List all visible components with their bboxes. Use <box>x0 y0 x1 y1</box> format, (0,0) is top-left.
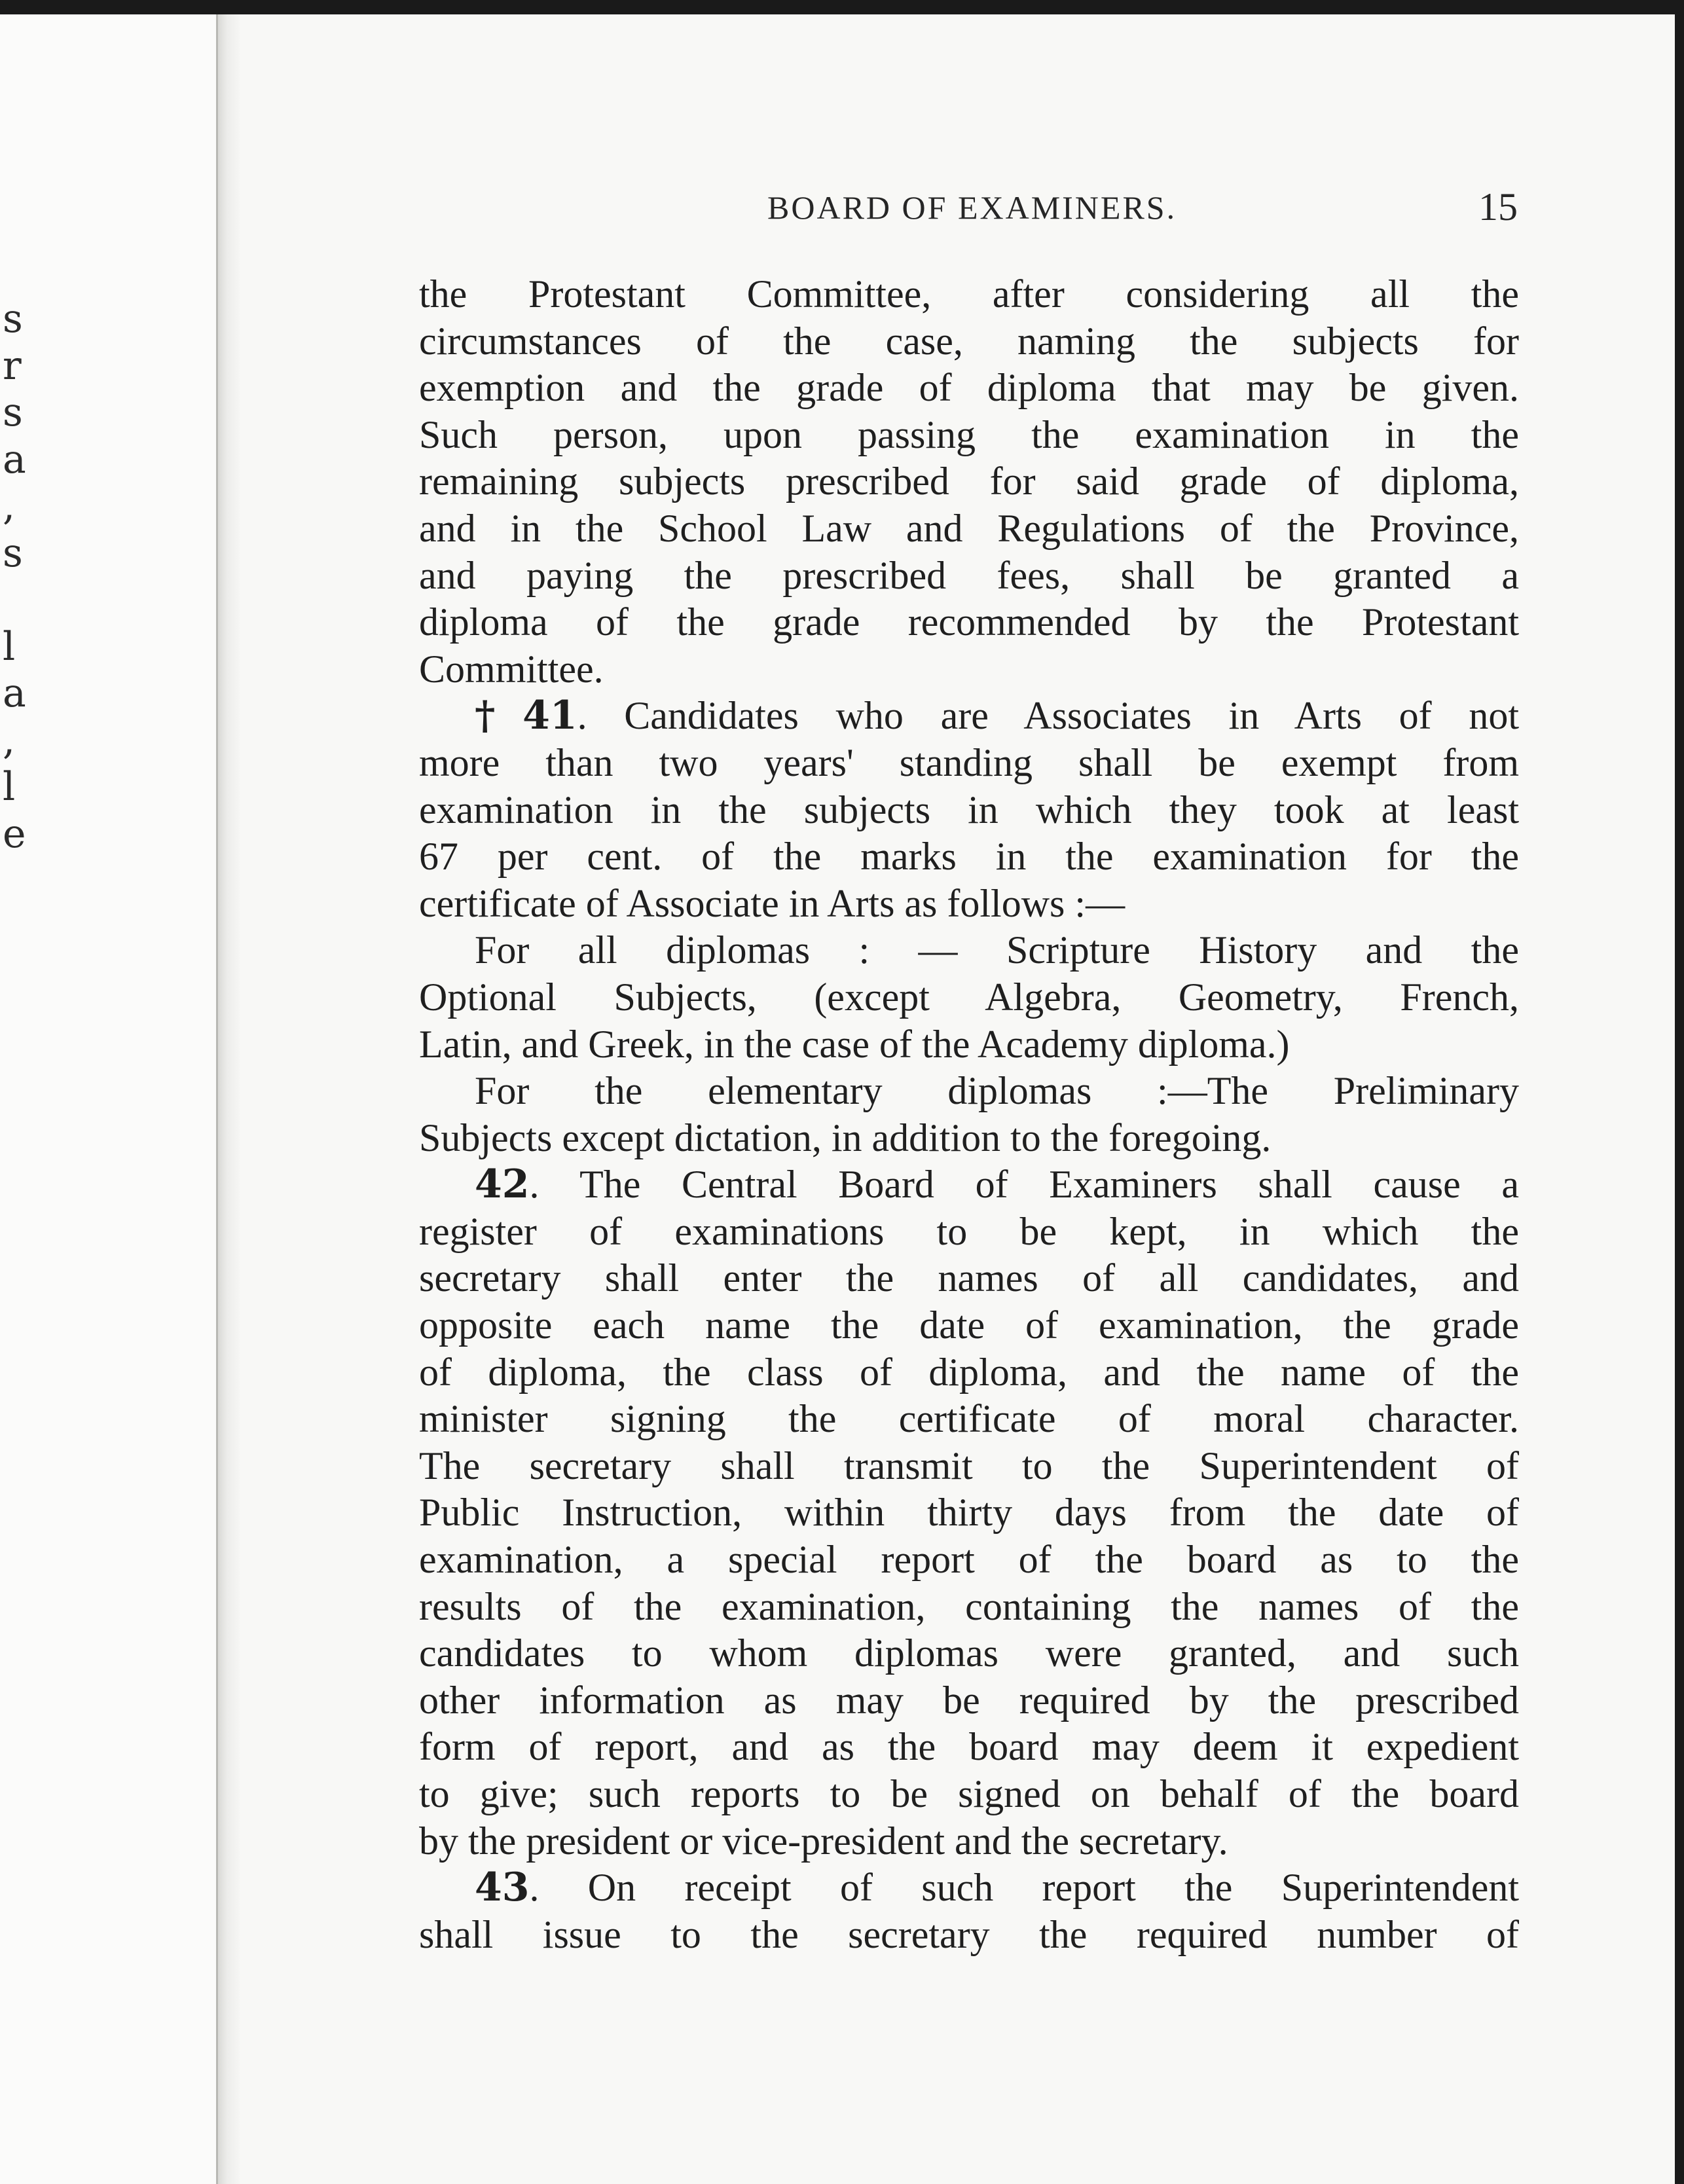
text-line <box>419 833 1519 881</box>
line-text: Committee. <box>419 647 604 691</box>
text-line <box>419 1349 1519 1396</box>
text-line <box>419 271 1519 318</box>
text-line <box>419 1255 1519 1302</box>
line-text: The secretary shall transmit to the Superintendent of <box>419 1444 1519 1487</box>
line-text: other information as may be required by the prescribed <box>419 1678 1519 1722</box>
left-fragment: a <box>3 436 26 482</box>
left-fragment: s <box>3 390 23 435</box>
text-line <box>419 318 1519 365</box>
text-line <box>419 1630 1519 1677</box>
running-head: BOARD OF EXAMINERS. <box>767 189 1177 226</box>
line-text: exemption and the grade of diploma that may be given. <box>419 366 1519 410</box>
left-fragment: a <box>3 670 26 716</box>
line-text: secretary shall enter the names of all candidates, and <box>419 1256 1519 1300</box>
text-line <box>419 599 1519 646</box>
line-text: For the elementary diplomas :—The Preliminary <box>475 1069 1519 1113</box>
line-text: and in the School Law and Regulations of the Province, <box>419 506 1519 550</box>
line-text: Subjects except dictation, in addition to the foregoing. <box>419 1116 1272 1159</box>
line-text: by the president or vice-president and the secretary. <box>419 1819 1228 1863</box>
scan-top-border <box>0 0 1684 14</box>
left-page-edge <box>0 14 219 2184</box>
page-body-text <box>419 271 1519 1958</box>
line-text: Public Instruction, within thirty days from the date of <box>419 1491 1519 1535</box>
text-line <box>419 1584 1519 1631</box>
line-text: diploma of the grade recommended by the Protestant <box>419 600 1519 644</box>
line-text: candidates to whom diplomas were granted, and such <box>419 1631 1519 1675</box>
left-fragment: s <box>3 296 23 342</box>
text-line <box>419 553 1519 600</box>
line-text: . On receipt of such report the Superintendent <box>529 1866 1519 1910</box>
text-line <box>419 1068 1519 1115</box>
text-line <box>419 1115 1519 1162</box>
section-number: 43 <box>475 1865 530 1911</box>
line-text: form of report, and as the board may deem it expedient <box>419 1725 1519 1769</box>
line-text: and paying the prescribed fees, shall be granted a <box>419 553 1519 597</box>
text-line <box>419 1724 1519 1771</box>
left-fragment: r <box>3 342 22 389</box>
text-line <box>419 1302 1519 1349</box>
left-fragment: e <box>3 810 26 857</box>
line-text: circumstances of the case, naming the subjects for <box>419 319 1519 363</box>
text-line <box>419 1677 1519 1724</box>
text-line <box>419 974 1519 1021</box>
text-line <box>419 1443 1519 1490</box>
text-line <box>419 365 1519 412</box>
section-number: 42 <box>475 1161 530 1208</box>
line-text: examination in the subjects in which they took at least <box>419 788 1519 831</box>
line-text: register of examinations to be kept, in which the <box>419 1209 1519 1253</box>
left-fragment: s <box>3 530 23 576</box>
line-text: . Candidates who are Associates in Arts of not <box>577 694 1519 738</box>
text-line <box>419 1396 1519 1443</box>
line-text: Such person, upon passing the examination in the <box>419 412 1519 456</box>
section-first-line <box>419 693 1519 740</box>
left-fragment: l <box>3 764 16 810</box>
left-fragment: , <box>3 717 16 763</box>
line-text: more than two years' standing shall be exempt from <box>419 740 1519 784</box>
line-text: minister signing the certificate of moral character. <box>419 1397 1519 1441</box>
line-text: opposite each name the date of examination, the grade <box>419 1303 1519 1347</box>
book-gutter <box>216 14 242 2184</box>
left-page-text-fragments <box>0 296 39 858</box>
section-number: †41 <box>475 693 577 739</box>
text-line <box>419 458 1519 505</box>
left-fragment <box>0 577 39 624</box>
text-line <box>419 927 1519 974</box>
text-line <box>419 740 1519 787</box>
text-line <box>419 1771 1519 1818</box>
left-fragment: , <box>3 483 16 529</box>
line-text: examination, a special report of the board as to the <box>419 1538 1519 1582</box>
text-line <box>419 505 1519 553</box>
text-line <box>419 1489 1519 1537</box>
text-line <box>419 881 1519 928</box>
text-line <box>419 1209 1519 1256</box>
left-fragment: l <box>3 623 16 670</box>
line-text: to give; such reports to be signed on behalf of the board <box>419 1772 1519 1815</box>
scan-right-border <box>1675 0 1684 2184</box>
text-line <box>419 1537 1519 1584</box>
page-number: 15 <box>1478 185 1518 228</box>
line-text: of diploma, the class of diploma, and the name of the <box>419 1350 1519 1394</box>
line-text: shall issue to the secretary the required number of <box>419 1912 1519 1956</box>
line-text: 67 per cent. of the marks in the examination for the <box>419 835 1519 879</box>
line-text: remaining subjects prescribed for said grade of diploma, <box>419 460 1519 503</box>
line-text: the Protestant Committee, after considering all the <box>419 272 1519 316</box>
text-line <box>419 1818 1519 1865</box>
text-line <box>419 1912 1519 1959</box>
text-line <box>419 787 1519 834</box>
line-text: certificate of Associate in Arts as follows :— <box>419 881 1126 925</box>
section-first-line <box>419 1865 1519 1912</box>
text-line <box>419 646 1519 693</box>
section-first-line <box>419 1161 1519 1209</box>
line-text: Latin, and Greek, in the case of the Academy diploma.) <box>419 1022 1290 1066</box>
text-line <box>419 412 1519 459</box>
line-text: . The Central Board of Examiners shall cause a <box>529 1163 1519 1207</box>
line-text: Optional Subjects, (except Algebra, Geometry, French, <box>419 975 1519 1019</box>
line-text: results of the examination, containing the names of the <box>419 1584 1519 1628</box>
line-text: For all diplomas : — Scripture History and the <box>475 928 1519 972</box>
text-line <box>419 1021 1519 1068</box>
